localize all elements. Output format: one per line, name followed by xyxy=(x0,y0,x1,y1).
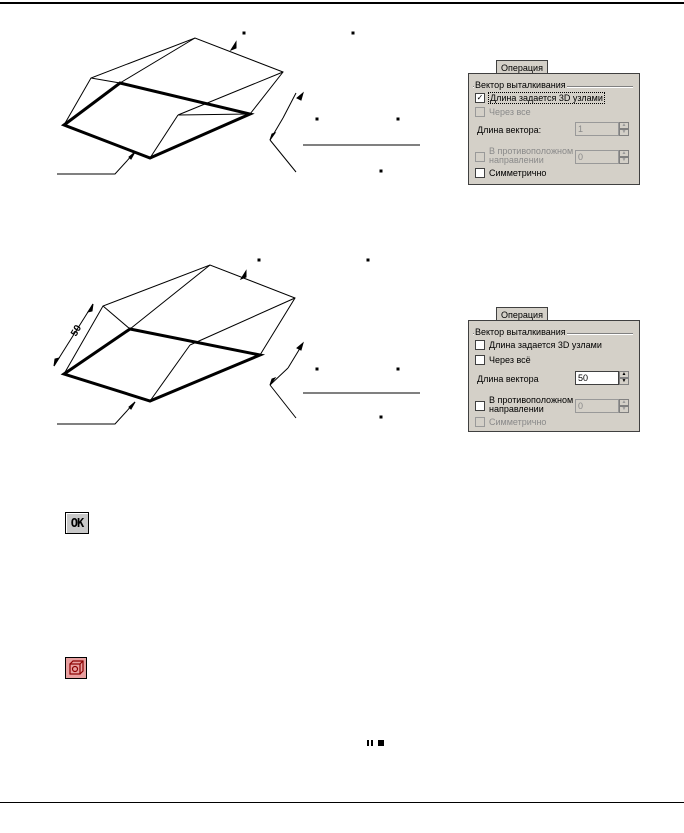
operation-panel-top xyxy=(468,73,640,185)
checkbox-label: Длина задается 3D узлами xyxy=(490,93,603,103)
opposite-spinner[interactable] xyxy=(575,399,629,413)
checkbox-box[interactable]: ✓ xyxy=(476,93,484,102)
length-field[interactable]: 1 xyxy=(575,122,619,136)
checkbox-box[interactable] xyxy=(475,417,485,427)
checkbox-box[interactable] xyxy=(475,401,485,411)
spinner-arrows[interactable]: ▲ ▼ xyxy=(619,399,629,413)
checkbox-label: Симметрично xyxy=(489,417,547,427)
opposite-field[interactable]: 0 xyxy=(575,399,619,413)
checkbox-label: Через всё xyxy=(489,355,531,365)
spinner-arrows[interactable]: ▲ ▼ xyxy=(619,150,629,164)
checkbox-label-line2: направлении xyxy=(489,404,544,414)
checkbox-label: Длина задается 3D узлами xyxy=(489,340,602,350)
checkbox-box[interactable] xyxy=(475,355,485,365)
checkbox-label-line1: В противоположном xyxy=(489,146,574,156)
checkbox-length-3d-nodes[interactable] xyxy=(475,93,604,103)
opposite-field[interactable]: 0 xyxy=(575,150,619,164)
tab-operation[interactable]: Операция xyxy=(496,307,548,322)
extruded-box-drawing-1 xyxy=(57,38,420,174)
checkbox-symmetric[interactable] xyxy=(475,168,546,178)
spinner-arrows[interactable]: ▲ ▼ xyxy=(619,122,629,136)
group-title: Вектор выталкивания xyxy=(475,80,566,90)
length-field[interactable]: 50 xyxy=(575,371,619,385)
dimension-label: 50 xyxy=(69,323,85,339)
checkbox-opposite-direction[interactable] xyxy=(475,396,573,414)
checkbox-label-line1: В противоположном xyxy=(489,395,574,405)
checkbox-label: Симметрично xyxy=(489,168,547,178)
checkbox-label-line2: направлении xyxy=(489,155,544,165)
extrude-operation-icon xyxy=(65,657,87,679)
checkbox-box[interactable] xyxy=(475,152,485,162)
bottom-rule xyxy=(0,802,684,803)
group-title: Вектор выталкивания xyxy=(475,327,566,337)
checkbox-box[interactable] xyxy=(475,168,485,178)
checkbox-label: Через все xyxy=(489,107,531,117)
checkbox-length-3d-nodes[interactable] xyxy=(475,340,602,350)
length-label: Длина вектора: xyxy=(477,125,542,135)
operation-panel-bottom xyxy=(468,320,640,432)
length-spinner[interactable] xyxy=(575,122,629,136)
checkbox-box[interactable] xyxy=(475,107,485,117)
tab-operation[interactable]: Операция xyxy=(496,60,548,75)
checkbox-opposite-direction[interactable] xyxy=(475,147,573,165)
opposite-spinner[interactable] xyxy=(575,150,629,164)
spinner-arrows[interactable]: ▲ ▼ xyxy=(619,371,629,385)
checkbox-symmetric[interactable] xyxy=(475,417,546,427)
checkbox-box[interactable] xyxy=(475,340,485,350)
checkbox-through-all[interactable] xyxy=(475,355,531,365)
length-spinner[interactable] xyxy=(575,371,629,385)
checkbox-through-all[interactable] xyxy=(475,107,531,117)
extruded-box-drawing-2 xyxy=(54,265,420,424)
length-label: Длина вектора xyxy=(477,374,539,384)
ok-icon: OK xyxy=(65,512,89,534)
